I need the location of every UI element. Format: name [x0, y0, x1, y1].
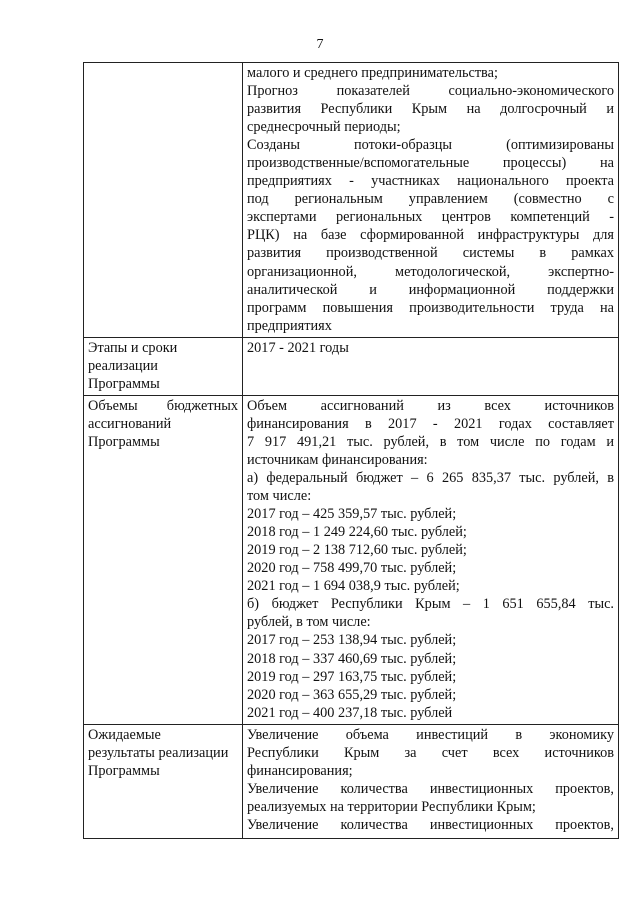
value-line: предприятиях	[247, 317, 332, 334]
value-line: Объем ассигнований из всех источников	[247, 397, 614, 414]
value-line: производственные/вспомогательные процессы) на	[247, 155, 614, 172]
value-line: том числе:	[247, 488, 312, 505]
page-number: 7	[316, 37, 324, 52]
label-line: Объемы бюджетных	[88, 397, 238, 414]
label-line: ассигнований	[88, 415, 172, 432]
value-line: 2019 год – 297 163,75 тыс. рублей;	[247, 668, 457, 685]
value-line: организационной, методологической, экспертно-	[247, 263, 614, 280]
value-line: источникам финансирования:	[247, 451, 428, 468]
value-line: б) бюджет Республики Крым – 1 651 655,84 тыс.	[247, 596, 614, 613]
value-line: программ повышения производительности труда на	[247, 299, 614, 316]
program-passport-table	[83, 62, 619, 839]
row-label-cell	[84, 63, 243, 338]
label-line: Программы	[88, 433, 160, 450]
row-value-cell	[243, 63, 619, 338]
row-label-cell	[84, 337, 243, 395]
value-line: под региональным управлением (совместно с	[247, 191, 614, 208]
table-row-continuation	[84, 63, 619, 338]
value-line: финансирования в 2017 - 2021 годах составляет	[247, 415, 614, 432]
value-line: Увеличение объема инвестиций в экономику	[247, 726, 614, 743]
value-line: среднесрочный периоды;	[247, 119, 401, 136]
value-line: 2017 год – 253 138,94 тыс. рублей;	[247, 632, 457, 649]
label-line: Программы	[88, 762, 160, 779]
value-line: Увеличение количества инвестиционных проектов,	[247, 780, 614, 797]
value-line: экспертами региональных центров компетенций -	[247, 209, 614, 226]
value-line: финансирования;	[247, 762, 353, 779]
row-label-cell	[84, 724, 243, 838]
label-line: Программы	[88, 375, 160, 392]
value-line: 2019 год – 2 138 712,60 тыс. рублей;	[247, 542, 467, 559]
table-row-expected-results	[84, 724, 619, 838]
label-line: реализации	[88, 357, 158, 374]
value-line: развития Республики Крым на долгосрочный и	[247, 101, 614, 118]
row-value-cell	[243, 724, 619, 838]
row-value-cell	[243, 337, 619, 395]
value-line: 2021 год – 1 694 038,9 тыс. рублей;	[247, 578, 460, 595]
table-row-stages	[84, 337, 619, 395]
value-line: развития производственной системы в рамках	[247, 245, 614, 262]
value-line: аналитической и информационной поддержки	[247, 281, 614, 298]
value-line: Прогноз показателей социально-экономического	[247, 83, 614, 100]
value-line: малого и среднего предпринимательства;	[247, 65, 498, 81]
label-line: результаты реализации	[88, 744, 229, 761]
value-line: рублей, в том числе:	[247, 614, 371, 631]
value-line: Созданы потоки-образцы (оптимизированы	[247, 137, 614, 154]
value-line: 2017 - 2021 годы	[247, 339, 349, 356]
value-line: 2020 год – 363 655,29 тыс. рублей;	[247, 686, 457, 703]
value-line: 7 917 491,21 тыс. рублей, в том числе по годам и	[247, 433, 614, 450]
value-line: Увеличение количества инвестиционных проектов,	[247, 816, 614, 833]
value-line: 2018 год – 337 460,69 тыс. рублей;	[247, 650, 457, 667]
table-row-budget	[84, 395, 619, 724]
value-line: РЦК) на базе сформированной инфраструктуры для	[247, 227, 614, 244]
value-line: реализуемых на территории Республики Крым;	[247, 798, 536, 815]
label-line: Ожидаемые	[88, 726, 161, 743]
row-label-cell	[84, 395, 243, 724]
value-line: 2021 год – 400 237,18 тыс. рублей	[247, 704, 453, 721]
value-line: 2018 год – 1 249 224,60 тыс. рублей;	[247, 524, 467, 541]
value-line: предприятиях - участниках национального проекта	[247, 173, 614, 190]
value-line: 2020 год – 758 499,70 тыс. рублей;	[247, 560, 457, 577]
value-line: Республики Крым за счет всех источников	[247, 744, 614, 761]
row-value-cell	[243, 395, 619, 724]
value-line: а) федеральный бюджет – 6 265 835,37 тыс. рублей, в	[247, 470, 614, 487]
value-line: 2017 год – 425 359,57 тыс. рублей;	[247, 506, 457, 523]
label-line: Этапы и сроки	[88, 339, 178, 356]
